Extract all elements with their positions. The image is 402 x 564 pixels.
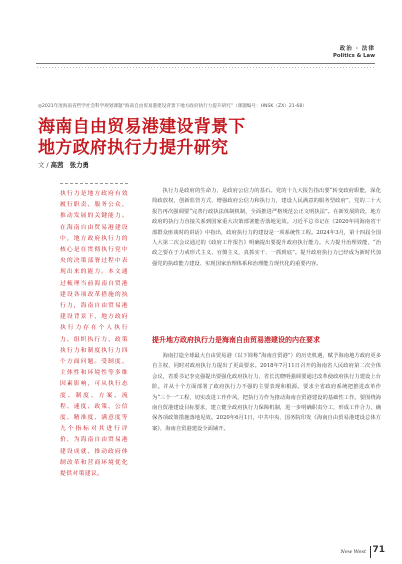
section-name-cn: 政治 · 法律 [339,46,375,52]
body-paragraph-1: 执行力是政府的生命力，是政府公信力的基石。党的十九大报告指出要“转变政府职能，深化简政放权，创新监管方式，增强政府公信力和执行力，建设人民满意的服务型政府”，党的二十大报告再次强调要“完善行政执法体制机制，全面推进严格规范公正文明执法”。在新发展阶段，地方政府的执行力直接关系到国家重大决策部署能否落地见效。习近平总书记在《2020年同海南省干部群众座谈时的讲话》中指出，政府执行力的建设是一项系统性工程。2024年3月，第十四届全国人大第二次会议通过的《政府工作报告》明确提出要提升政府执行能力。大力提升治理效能，“治政之要在于力戒形式主义、官僚主义，真抓实干、一抓到底”。提升政府执行力已经成为新时代加强党的执政能力建设、实现国家治理体系和治理能力现代化的重要内容。 [152,188,381,267]
section-name-en: Politics & Law [333,53,375,59]
footer-divider [370,546,371,558]
body-paragraph-2: 海南打造全球最大自由贸易港（以下简称“海南自贸港”）的历史机遇，赋予海南地方政府更多自主权，同时对政府执行力提出了更高要求。2018年7月11日召开的海南省人民政府第二次全体会议，省委书记李克强提出要强化政府执行力，省长沈晓明强调要通过改革使政府执行力建设上台阶。并从十个方面部署了政府执行力不强的主要表现和根源。要求全省政府系统把推进改革作为“三个一”工程，切实改进工作作风，把执行力作为推动海南自贸港建设的基础性工作。要围绕海南自贸港建设目标要求，建立健全政府执行力保障机制，进一步明确职责分工，形成工作合力，确保各项政策措施落地见效。2020年6月1日，中共中央、国务院印发《海南自由贸易港建设总体方案》，海南自贸港建设全面铺开。 [152,353,381,432]
magazine-name: New West [340,549,366,555]
section-heading: 提升地方政府执行力是海南自由贸易港建设的内在要求 [152,336,320,344]
header-dotted-band [36,66,375,69]
body-intro [152,186,381,269]
author-names: 高茜 张力勇 [50,161,89,169]
title-line-2: 地方政府执行力提升研究 [38,138,229,158]
abstract: 执行力是地方政府有效履行职责、服务公众、推动发展的关键能力。在海南自由贸易港建设中，地方政府执行力的核心是在贯彻执行党中央的决策部署过程中表现出来的能力。本文通过梳理当前海南自贸港建设各项改革措施的执行力，海南自由贸易港建设背景下，地方政府执行力存在个人执行力、组织执行力、政策执行力和制度执行力四个方面问题。受制度、主体性和环境性等多维因素影响，可从执行态度、制度、方案、流程、速度、政策、公信度、精准度、满意度等九个指标对其进行评价，为海南自由贸易港建设成就、推动政府体制改革和营商环境优化提供对策建议。 [60,191,128,478]
byline [38,160,89,169]
body-section [152,351,381,539]
header-rule [36,63,375,64]
title-line-1: 海南自由贸易港建设背景下 [38,117,246,137]
abstract-top-rule [60,183,128,184]
funding-note: ◎2021年度海南省哲学社会科学规划课题“海南自由贸易港建设背景下地方政府执行力提升研究”（课题编号：HNSK（ZX）21-68） [38,104,307,109]
article-title [38,117,368,159]
byline-prefix: 文 / [38,161,51,169]
page-number: 71 [372,545,385,555]
section-tag [333,44,375,59]
